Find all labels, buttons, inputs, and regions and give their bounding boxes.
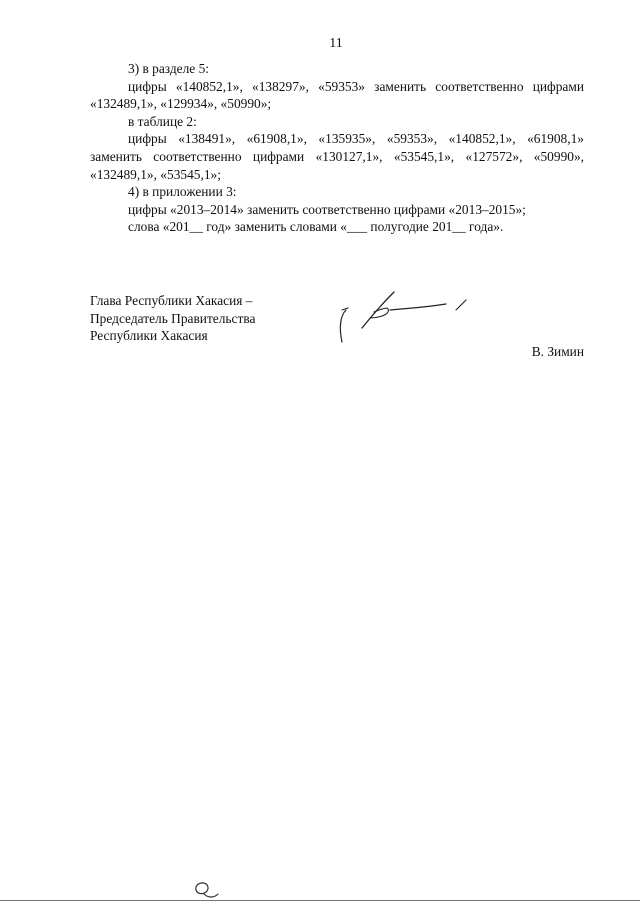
page-number: 11 — [329, 36, 343, 51]
signatory-title-line: Председатель Правительства — [90, 310, 256, 326]
paragraph-appendix-3-heading: 4) в приложении 3: — [128, 184, 237, 200]
signatory-name: В. Зимин — [531, 344, 584, 359]
paragraph-appendix-3-words: слова «201__ год» заменить словами «___ полугодие 201__ года». — [128, 219, 504, 235]
page-bottom-edge — [0, 900, 640, 901]
paragraph-section-5-figures: цифры «140852,1», «138297», «59353» заменить соответственно цифрами «132489,1», «129934», «50990»; — [90, 78, 584, 112]
handwritten-mark-icon — [188, 876, 222, 902]
paragraph-section-5-heading: 3) в разделе 5: — [128, 61, 210, 76]
signatory-title-line: Глава Республики Хакасия – — [90, 293, 253, 308]
paragraph-table-2-heading: в таблице 2: — [128, 113, 197, 129]
paragraph-table-2-figures: цифры «138491», «61908,1», «135935», «59353», «140852,1», «61908,1» заменить соответственно цифрами «130127,1», «53545,1», «127572», «50990», «132489,1», «53545,1»; — [90, 131, 584, 182]
paragraph-appendix-3-figures: цифры «2013–2014» заменить соответственно цифрами «2013–2015»; — [128, 201, 526, 217]
document-body — [90, 60, 584, 236]
signatory-title-line: Республики Хакасия — [90, 328, 208, 344]
handwritten-signature — [334, 288, 484, 350]
signatory-title — [90, 292, 255, 345]
